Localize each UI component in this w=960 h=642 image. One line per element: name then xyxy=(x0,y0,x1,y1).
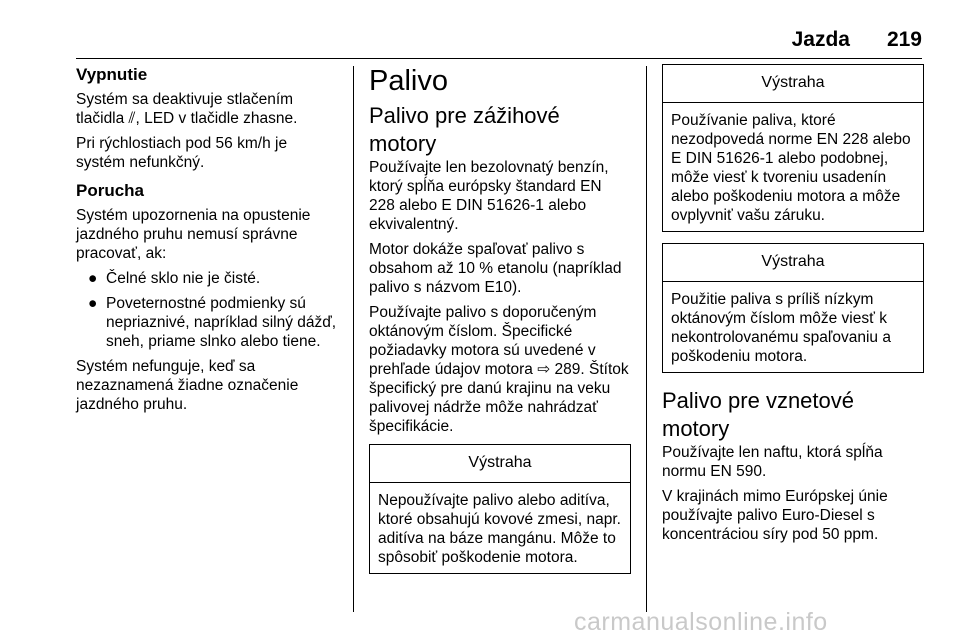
list-item-text: Poveternostné podmienky sú nepriaznivé, napríklad silný dážď, sneh, priame slnko alebo tiene. xyxy=(106,295,337,350)
heading-vypnutie: Vypnutie xyxy=(76,65,148,84)
paragraph: Motor dokáže spaľovať palivo s obsahom až 10 % etanolu (napríklad palivo s názvom E10). xyxy=(369,241,622,296)
paragraph: Používajte len bezolovnatý benzín, ktorý spĺňa európsky štandard EN 228 alebo E DIN 51626-1 alebo ekvivalentný. xyxy=(369,159,609,233)
warning-body xyxy=(663,282,923,372)
section-title: Jazda xyxy=(791,28,850,51)
column-1 xyxy=(76,64,338,420)
warning-heading: Výstraha xyxy=(663,244,923,282)
list-item xyxy=(76,294,338,351)
list-item xyxy=(76,269,338,288)
column-3 xyxy=(662,64,924,550)
bullet-list xyxy=(76,269,338,351)
section-heading-diesel: Palivo pre vznetové motory xyxy=(662,388,854,441)
watermark: carmanualsonline.info xyxy=(574,608,828,636)
warning-text: Používanie paliva, ktoré nezodpovedá norme EN 228 alebo E DIN 51626-1 alebo podobnej, môže viesť k tvoreniu usadenín alebo poškodeniu motora a môže ovplyvniť vašu záruku. xyxy=(671,112,911,224)
page-header xyxy=(0,28,960,56)
paragraph: Systém upozornenia na opustenie jazdného pruhu nemusí správne pracovať, ak: xyxy=(76,207,311,262)
section-heading-petrol: Palivo pre zážihové motory xyxy=(369,103,560,156)
bullet-icon: ● xyxy=(88,270,98,287)
warning-text: Nepoužívajte palivo alebo aditíva, ktoré obsahujú kovové zmesi, napr. aditíva na báze mangánu. Môže to spôsobiť poškodenie motora. xyxy=(378,492,621,566)
warning-text: Použitie paliva s príliš nízkym oktánovým číslom môže viesť k nekontrolovanému spaľovaniu a poškodeniu motora. xyxy=(671,291,891,365)
warning-box xyxy=(662,64,924,232)
column-divider-right xyxy=(646,66,647,612)
column-divider-left xyxy=(353,66,354,612)
warning-body xyxy=(370,483,630,573)
chapter-title: Palivo xyxy=(369,65,448,97)
heading-porucha: Porucha xyxy=(76,181,145,200)
paragraph: Systém nefunguje, keď sa nezaznamená žiadne označenie jazdného pruhu. xyxy=(76,358,299,413)
list-item-text: Čelné sklo nie je čisté. xyxy=(106,270,261,287)
paragraph: Systém sa deaktivuje stlačením tlačidla ⫽, LED v tlačidle zhasne. xyxy=(76,91,298,127)
warning-body xyxy=(663,103,923,231)
bullet-icon: ● xyxy=(88,295,98,312)
warning-box xyxy=(662,243,924,373)
warning-heading: Výstraha xyxy=(663,65,923,103)
column-2 xyxy=(369,64,631,574)
header-rule xyxy=(76,58,922,59)
paragraph: Používajte palivo s doporučeným oktánovým číslom. Špecifické požiadavky motora sú uvedené v prehľade údajov motora ⇨ 289. Štítok špecifický pre danú krajinu na veku palivovej nádrže môže nahrádzať špecifikácie. xyxy=(369,304,629,435)
warning-heading: Výstraha xyxy=(370,445,630,483)
warning-box xyxy=(369,444,631,574)
page-number: 219 xyxy=(886,28,922,51)
paragraph: Používajte len naftu, ktorá spĺňa normu EN 590. xyxy=(662,444,883,480)
paragraph: V krajinách mimo Európskej únie používajte palivo Euro-Diesel s koncentráciou síry pod 50 ppm. xyxy=(662,488,888,543)
paragraph: Pri rýchlostiach pod 56 km/h je systém nefunkčný. xyxy=(76,135,288,171)
